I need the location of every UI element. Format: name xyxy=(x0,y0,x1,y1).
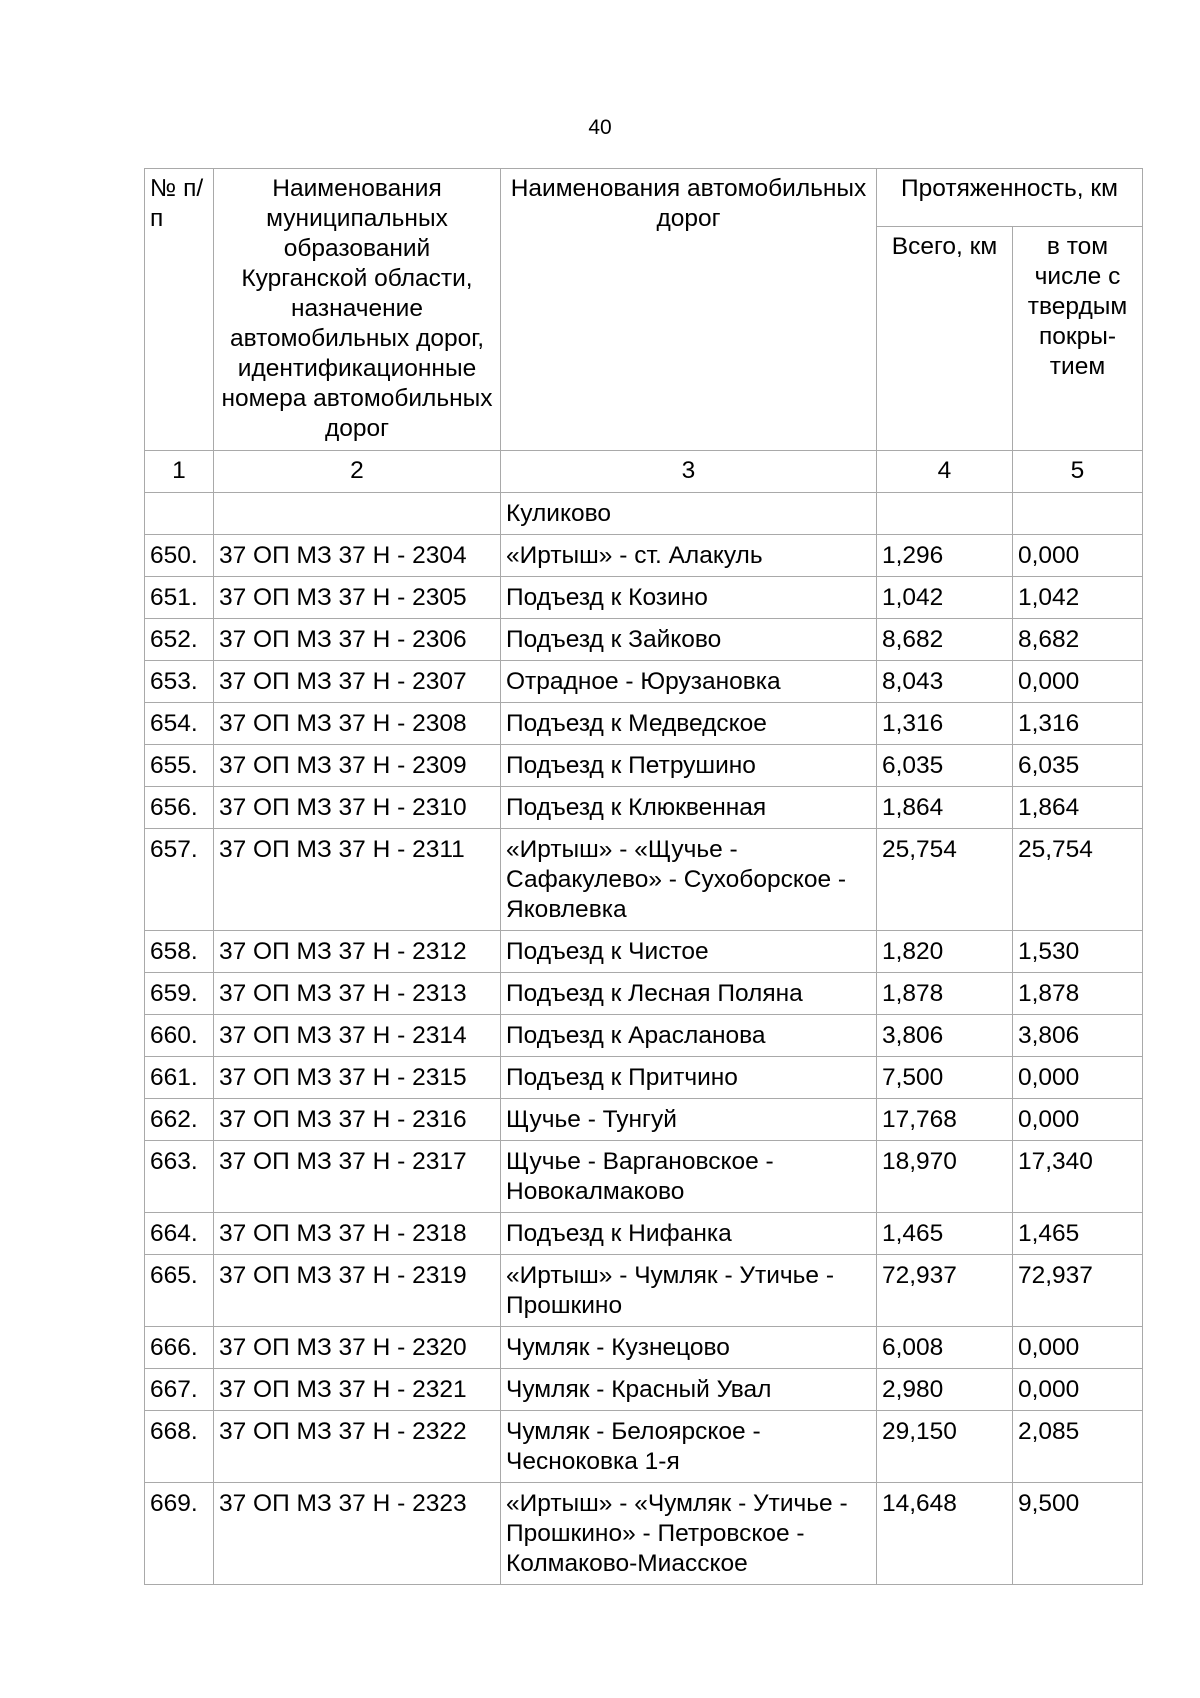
length-total: 3,806 xyxy=(877,1015,1013,1057)
length-total: 1,820 xyxy=(877,931,1013,973)
empty-cell xyxy=(145,493,214,535)
length-paved: 8,682 xyxy=(1013,619,1143,661)
length-paved: 0,000 xyxy=(1013,661,1143,703)
table-body xyxy=(145,493,1143,1585)
table-row xyxy=(145,1141,1143,1213)
page-number: 40 xyxy=(588,116,612,139)
row-number: 651. xyxy=(145,577,214,619)
row-number: 662. xyxy=(145,1099,214,1141)
table-row xyxy=(145,1015,1143,1057)
road-name: Подъезд к Чистое xyxy=(501,931,877,973)
road-id: 37 ОП МЗ 37 Н - 2323 xyxy=(214,1483,501,1585)
column-number: 2 xyxy=(214,451,501,493)
road-name: «Иртыш» - Чумляк - Утичье - Прошкино xyxy=(501,1255,877,1327)
table-row xyxy=(145,1369,1143,1411)
road-id: 37 ОП МЗ 37 Н - 2316 xyxy=(214,1099,501,1141)
table-row xyxy=(145,1213,1143,1255)
row-number: 660. xyxy=(145,1015,214,1057)
row-number: 666. xyxy=(145,1327,214,1369)
length-total: 29,150 xyxy=(877,1411,1013,1483)
header-number: № п/п xyxy=(145,169,214,451)
column-number: 1 xyxy=(145,451,214,493)
length-paved: 1,316 xyxy=(1013,703,1143,745)
section-label: Куликово xyxy=(501,493,877,535)
length-paved: 6,035 xyxy=(1013,745,1143,787)
column-number: 4 xyxy=(877,451,1013,493)
length-total: 6,035 xyxy=(877,745,1013,787)
empty-cell xyxy=(214,493,501,535)
length-paved: 72,937 xyxy=(1013,1255,1143,1327)
road-id: 37 ОП МЗ 37 Н - 2305 xyxy=(214,577,501,619)
road-name: Чумляк - Красный Увал xyxy=(501,1369,877,1411)
row-number: 654. xyxy=(145,703,214,745)
row-number: 655. xyxy=(145,745,214,787)
table-row xyxy=(145,661,1143,703)
length-paved: 1,042 xyxy=(1013,577,1143,619)
header-length-group: Протяженность, км xyxy=(877,169,1143,227)
road-name: Щучье - Тунгуй xyxy=(501,1099,877,1141)
length-paved: 17,340 xyxy=(1013,1141,1143,1213)
road-name: Чумляк - Кузнецово xyxy=(501,1327,877,1369)
row-number: 661. xyxy=(145,1057,214,1099)
row-number: 650. xyxy=(145,535,214,577)
empty-cell xyxy=(1013,493,1143,535)
road-id: 37 ОП МЗ 37 Н - 2315 xyxy=(214,1057,501,1099)
road-id: 37 ОП МЗ 37 Н - 2319 xyxy=(214,1255,501,1327)
road-id: 37 ОП МЗ 37 Н - 2310 xyxy=(214,787,501,829)
row-number: 665. xyxy=(145,1255,214,1327)
table-row xyxy=(145,829,1143,931)
table-row xyxy=(145,973,1143,1015)
length-total: 1,296 xyxy=(877,535,1013,577)
row-number: 656. xyxy=(145,787,214,829)
table-row xyxy=(145,1057,1143,1099)
table-row xyxy=(145,619,1143,661)
road-name: Подъезд к Лесная Поляна xyxy=(501,973,877,1015)
table-header xyxy=(145,169,1143,493)
road-id: 37 ОП МЗ 37 Н - 2318 xyxy=(214,1213,501,1255)
length-paved: 0,000 xyxy=(1013,1057,1143,1099)
length-total: 1,864 xyxy=(877,787,1013,829)
row-number: 659. xyxy=(145,973,214,1015)
road-id: 37 ОП МЗ 37 Н - 2308 xyxy=(214,703,501,745)
length-paved: 9,500 xyxy=(1013,1483,1143,1585)
length-total: 6,008 xyxy=(877,1327,1013,1369)
row-number: 663. xyxy=(145,1141,214,1213)
length-paved: 1,530 xyxy=(1013,931,1143,973)
table-row xyxy=(145,703,1143,745)
table-row xyxy=(145,1411,1143,1483)
road-id: 37 ОП МЗ 37 Н - 2307 xyxy=(214,661,501,703)
road-name: Подъезд к Клюквенная xyxy=(501,787,877,829)
header-paved: в том числе с твердым покры-тием xyxy=(1013,227,1143,451)
road-id: 37 ОП МЗ 37 Н - 2311 xyxy=(214,829,501,931)
empty-cell xyxy=(877,493,1013,535)
row-number: 669. xyxy=(145,1483,214,1585)
length-total: 7,500 xyxy=(877,1057,1013,1099)
header-municipality: Наименования муниципальных образований Курганской области, назначение автомобильных дорог, идентификационные номера автомобильных дорог xyxy=(214,169,501,451)
roads-table xyxy=(144,168,1143,1585)
table-row xyxy=(145,1099,1143,1141)
road-id: 37 ОП МЗ 37 Н - 2321 xyxy=(214,1369,501,1411)
road-name: Подъезд к Козино xyxy=(501,577,877,619)
road-id: 37 ОП МЗ 37 Н - 2317 xyxy=(214,1141,501,1213)
length-total: 18,970 xyxy=(877,1141,1013,1213)
length-paved: 0,000 xyxy=(1013,1099,1143,1141)
length-paved: 1,864 xyxy=(1013,787,1143,829)
length-total: 14,648 xyxy=(877,1483,1013,1585)
road-id: 37 ОП МЗ 37 Н - 2320 xyxy=(214,1327,501,1369)
row-number: 668. xyxy=(145,1411,214,1483)
road-name: Щучье - Варгановское - Новокалмаково xyxy=(501,1141,877,1213)
header-road-name: Наименования автомобильных дорог xyxy=(501,169,877,451)
road-name: «Иртыш» - «Чумляк - Утичье - Прошкино» - Петровское - Колмаково-Миасское xyxy=(501,1483,877,1585)
table-row xyxy=(145,1255,1143,1327)
section-row xyxy=(145,493,1143,535)
header-total: Всего, км xyxy=(877,227,1013,451)
road-name: Подъезд к Медведское xyxy=(501,703,877,745)
length-total: 17,768 xyxy=(877,1099,1013,1141)
road-name: Подъезд к Арасланова xyxy=(501,1015,877,1057)
table-row xyxy=(145,745,1143,787)
road-name: Подъезд к Нифанка xyxy=(501,1213,877,1255)
road-id: 37 ОП МЗ 37 Н - 2312 xyxy=(214,931,501,973)
length-total: 8,682 xyxy=(877,619,1013,661)
road-id: 37 ОП МЗ 37 Н - 2313 xyxy=(214,973,501,1015)
table-row xyxy=(145,931,1143,973)
table-row xyxy=(145,1327,1143,1369)
length-total: 25,754 xyxy=(877,829,1013,931)
road-name: Подъезд к Зайково xyxy=(501,619,877,661)
length-paved: 2,085 xyxy=(1013,1411,1143,1483)
road-name: «Иртыш» - ст. Алакуль xyxy=(501,535,877,577)
length-total: 8,043 xyxy=(877,661,1013,703)
table-row xyxy=(145,1483,1143,1585)
column-number: 5 xyxy=(1013,451,1143,493)
length-total: 1,316 xyxy=(877,703,1013,745)
length-paved: 1,878 xyxy=(1013,973,1143,1015)
road-name: Отрадное - Юрузановка xyxy=(501,661,877,703)
road-id: 37 ОП МЗ 37 Н - 2304 xyxy=(214,535,501,577)
road-name: Подъезд к Притчино xyxy=(501,1057,877,1099)
length-paved: 0,000 xyxy=(1013,535,1143,577)
road-id: 37 ОП МЗ 37 Н - 2314 xyxy=(214,1015,501,1057)
row-number: 653. xyxy=(145,661,214,703)
length-paved: 0,000 xyxy=(1013,1369,1143,1411)
road-name: Чумляк - Белоярское - Чесноковка 1-я xyxy=(501,1411,877,1483)
row-number: 652. xyxy=(145,619,214,661)
length-total: 1,878 xyxy=(877,973,1013,1015)
length-paved: 1,465 xyxy=(1013,1213,1143,1255)
length-paved: 25,754 xyxy=(1013,829,1143,931)
road-id: 37 ОП МЗ 37 Н - 2309 xyxy=(214,745,501,787)
length-total: 72,937 xyxy=(877,1255,1013,1327)
table-row xyxy=(145,535,1143,577)
length-paved: 3,806 xyxy=(1013,1015,1143,1057)
row-number: 664. xyxy=(145,1213,214,1255)
length-paved: 0,000 xyxy=(1013,1327,1143,1369)
road-name: Подъезд к Петрушино xyxy=(501,745,877,787)
column-number-row xyxy=(145,451,1143,493)
length-total: 1,042 xyxy=(877,577,1013,619)
road-id: 37 ОП МЗ 37 Н - 2306 xyxy=(214,619,501,661)
column-number: 3 xyxy=(501,451,877,493)
road-name: «Иртыш» - «Щучье - Сафакулево» - Сухоборское - Яковлевка xyxy=(501,829,877,931)
row-number: 667. xyxy=(145,1369,214,1411)
road-id: 37 ОП МЗ 37 Н - 2322 xyxy=(214,1411,501,1483)
length-total: 1,465 xyxy=(877,1213,1013,1255)
length-total: 2,980 xyxy=(877,1369,1013,1411)
table-row xyxy=(145,787,1143,829)
row-number: 658. xyxy=(145,931,214,973)
row-number: 657. xyxy=(145,829,214,931)
table-row xyxy=(145,577,1143,619)
